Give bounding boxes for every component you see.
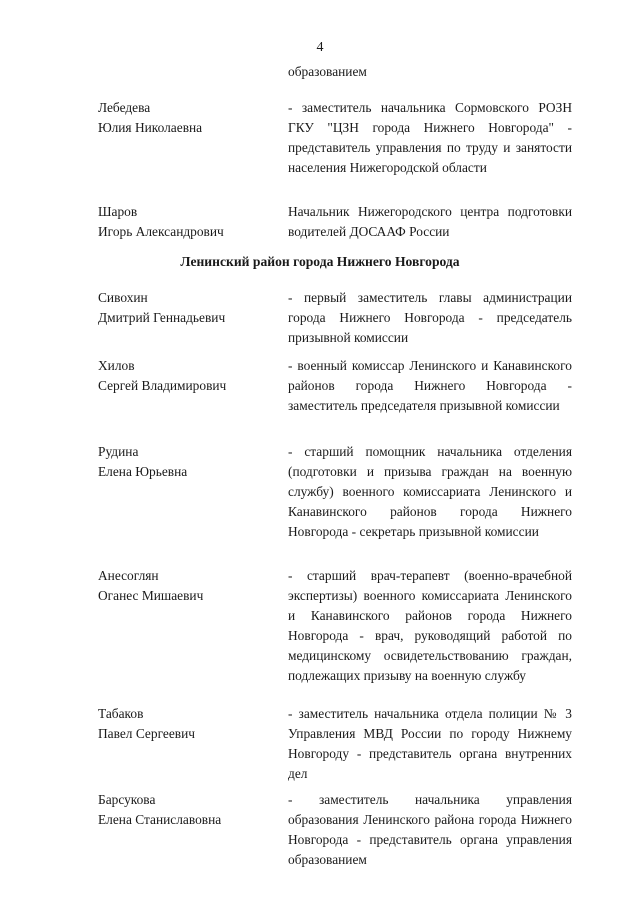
member-name (98, 202, 278, 242)
member-surname: Барсукова (98, 792, 156, 807)
member-surname: Рудина (98, 444, 139, 459)
member-name (98, 566, 278, 606)
section-heading: Ленинский район города Нижнего Новгорода (180, 254, 460, 269)
member-given-names: Юлия Николаевна (98, 120, 203, 135)
member-surname: Лебедева (98, 100, 151, 115)
member-surname: Табаков (98, 706, 144, 721)
member-given-names: Елена Юрьевна (98, 464, 188, 479)
member-role: Начальник Нижегородского центра подготовки водителей ДОСААФ России (288, 204, 572, 239)
member-surname: Шаров (98, 204, 138, 219)
member-surname: Хилов (98, 358, 135, 373)
member-given-names: Павел Сергеевич (98, 726, 195, 741)
member-role: - старший помощник начальника отделения (подготовки и призыва граждан на военную службу) военного комиссариата Ленинского и Канавинского районов города Нижнего Новгорода - секретарь призывной комиссии (288, 444, 572, 539)
member-name (98, 288, 278, 328)
continued-role-text: образованием (288, 64, 367, 79)
member-name (98, 98, 278, 138)
member-role: - первый заместитель главы администрации города Нижнего Новгорода - председатель призывной комиссии (288, 290, 572, 345)
member-role: - старший врач-терапевт (военно-врачебной экспертизы) военного комиссариата Ленинского и Канавинского районов города Нижнего Новгорода - врач, руководящий работой по медицинскому освидетельствованию граждан, подлежащих призыву на военную службу (288, 568, 572, 683)
member-given-names: Елена Станиславовна (98, 812, 222, 827)
member-role: - заместитель начальника отдела полиции № 3 Управления МВД России по городу Нижнему Новгороду - представитель органа внутренних дел (288, 706, 572, 781)
member-role: - заместитель начальника управления образования Ленинского района города Нижнего Новгорода - представитель органа управления образованием (288, 792, 572, 867)
member-role: - заместитель начальника Сормовского РОЗН ГКУ "ЦЗН города Нижнего Новгорода" - представитель управления по труду и занятости населения Нижегородской области (288, 100, 572, 175)
member-name (98, 704, 278, 744)
page-number: 4 (316, 40, 324, 55)
member-surname: Сивохин (98, 290, 148, 305)
member-name (98, 356, 278, 396)
member-role: - военный комиссар Ленинского и Канавинского районов города Нижнего Новгорода - заместитель председателя призывной комиссии (288, 358, 572, 413)
member-given-names: Сергей Владимирович (98, 378, 227, 393)
member-given-names: Игорь Александрович (98, 224, 224, 239)
member-surname: Анесоглян (98, 568, 159, 583)
member-name (98, 442, 278, 482)
member-name (98, 790, 278, 830)
member-given-names: Оганес Мишаевич (98, 588, 204, 603)
member-given-names: Дмитрий Геннадьевич (98, 310, 226, 325)
